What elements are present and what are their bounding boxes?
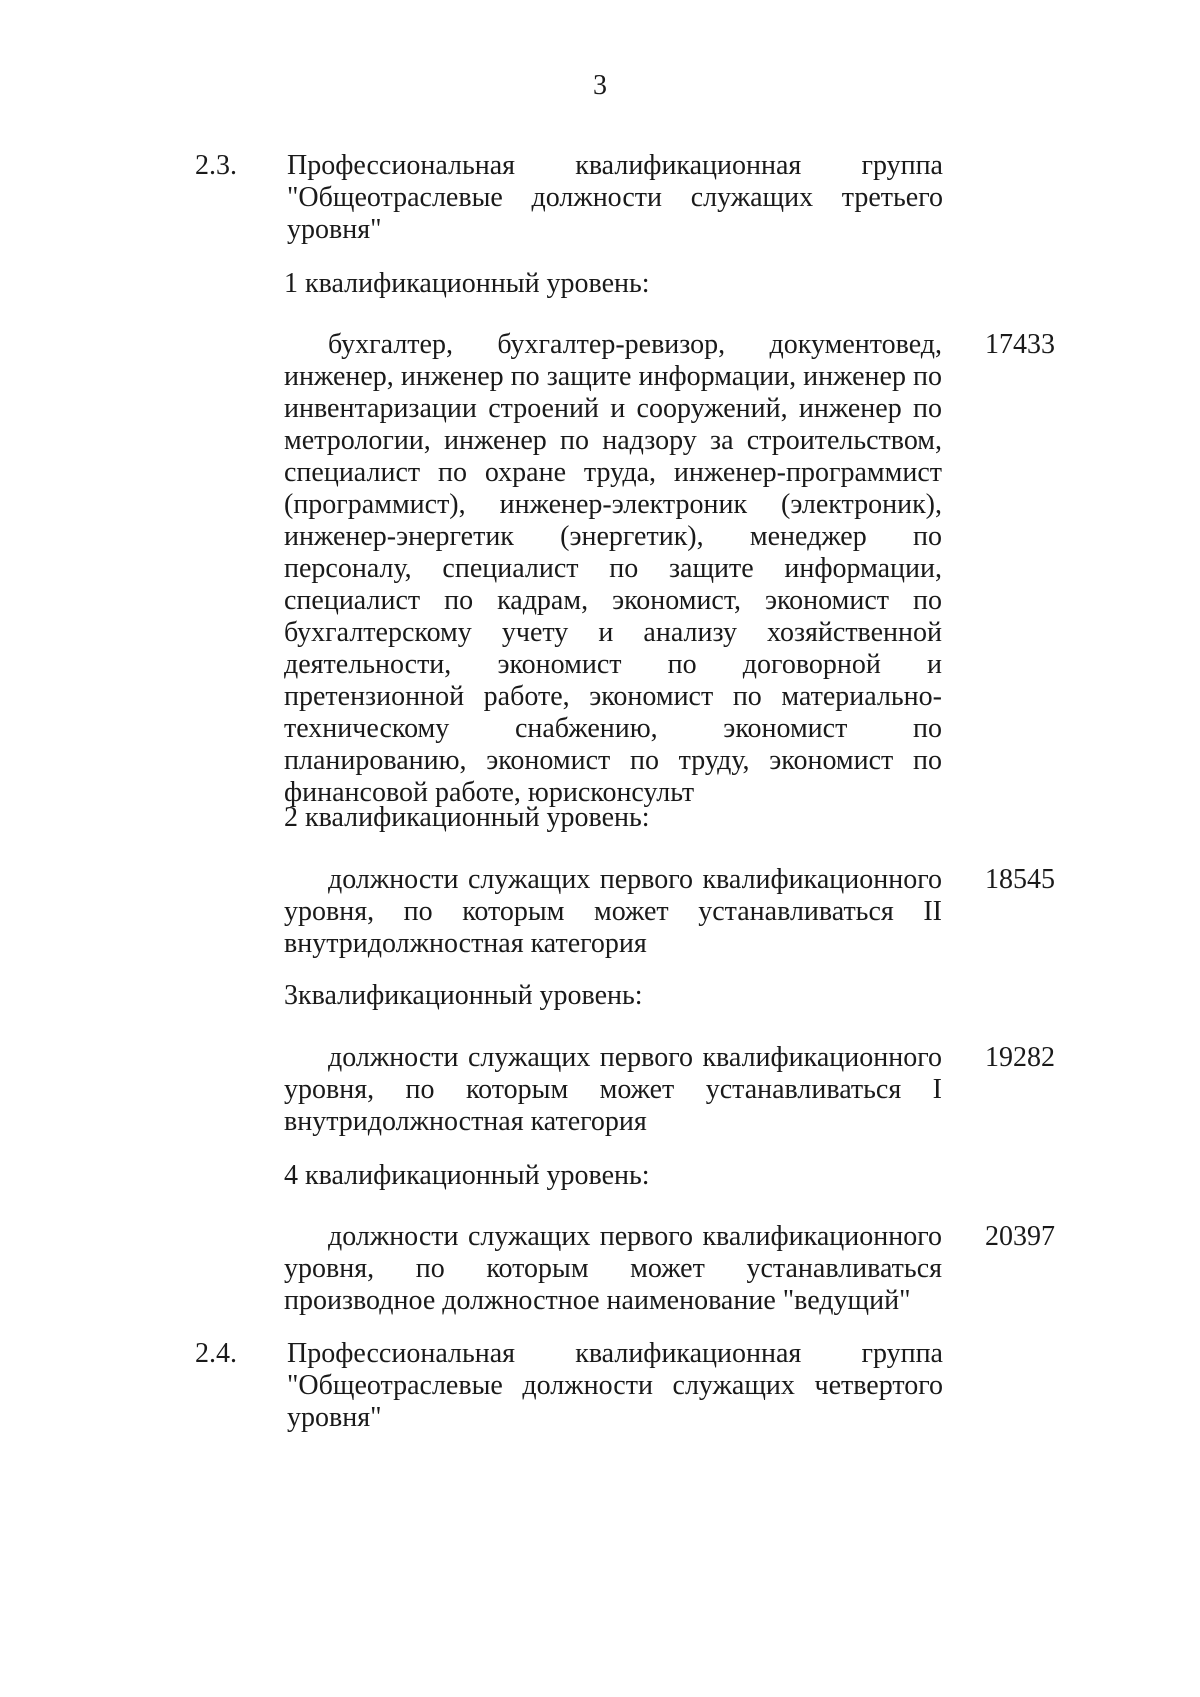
page-number: 3 — [593, 70, 607, 101]
level-title-2: 2 квалификационный уровень: — [284, 802, 650, 833]
section-number: 2.3. — [195, 150, 237, 181]
level-title-4: 4 квалификационный уровень: — [284, 1160, 650, 1191]
position-list-level-4: должности служащих первого квалификационного уровня, по которым может устанавливаться производное должностное наименование "ведущий" — [284, 1221, 942, 1316]
position-list-level-3: должности служащих первого квалификационного уровня, по которым может устанавливаться I внутридолжностная категория — [284, 1042, 942, 1137]
section-title: Профессиональная квалификационная группа "Общеотраслевые должности служащих третьего уровня" — [287, 150, 943, 245]
salary-value-level-2: 18545 — [985, 864, 1055, 895]
salary-value-level-1: 17433 — [985, 329, 1055, 360]
section-number: 2.4. — [195, 1338, 237, 1369]
position-list-level-2: должности служащих первого квалификационного уровня, по которым может устанавливаться II внутридолжностная категория — [284, 864, 942, 959]
salary-value-level-4: 20397 — [985, 1221, 1055, 1252]
salary-value-level-3: 19282 — [985, 1042, 1055, 1073]
level-title-3: 3квалификационный уровень: — [284, 980, 643, 1011]
level-title-1: 1 квалификационный уровень: — [284, 268, 650, 299]
position-list-level-1: бухгалтер, бухгалтер-ревизор, документовед, инженер, инженер по защите информации, инженер по инвентаризации строений и сооружений, инженер по метрологии, инженер по надзору за строительством, специалист по охране труда, инженер-программист (программист), инженер-электроник (электроник), инженер-энергетик (энергетик), менеджер по персоналу, специалист по защите информации, специалист по кадрам, экономист, экономист по бухгалтерскому учету и анализу хозяйственной деятельности, экономист по договорной и претензионной работе, экономист по материально-техническому снабжению, экономист по планированию, экономист по труду, экономист по финансовой работе, юрисконсульт — [284, 329, 942, 808]
section-title: Профессиональная квалификационная группа "Общеотраслевые должности служащих четвертого уровня" — [287, 1338, 943, 1433]
